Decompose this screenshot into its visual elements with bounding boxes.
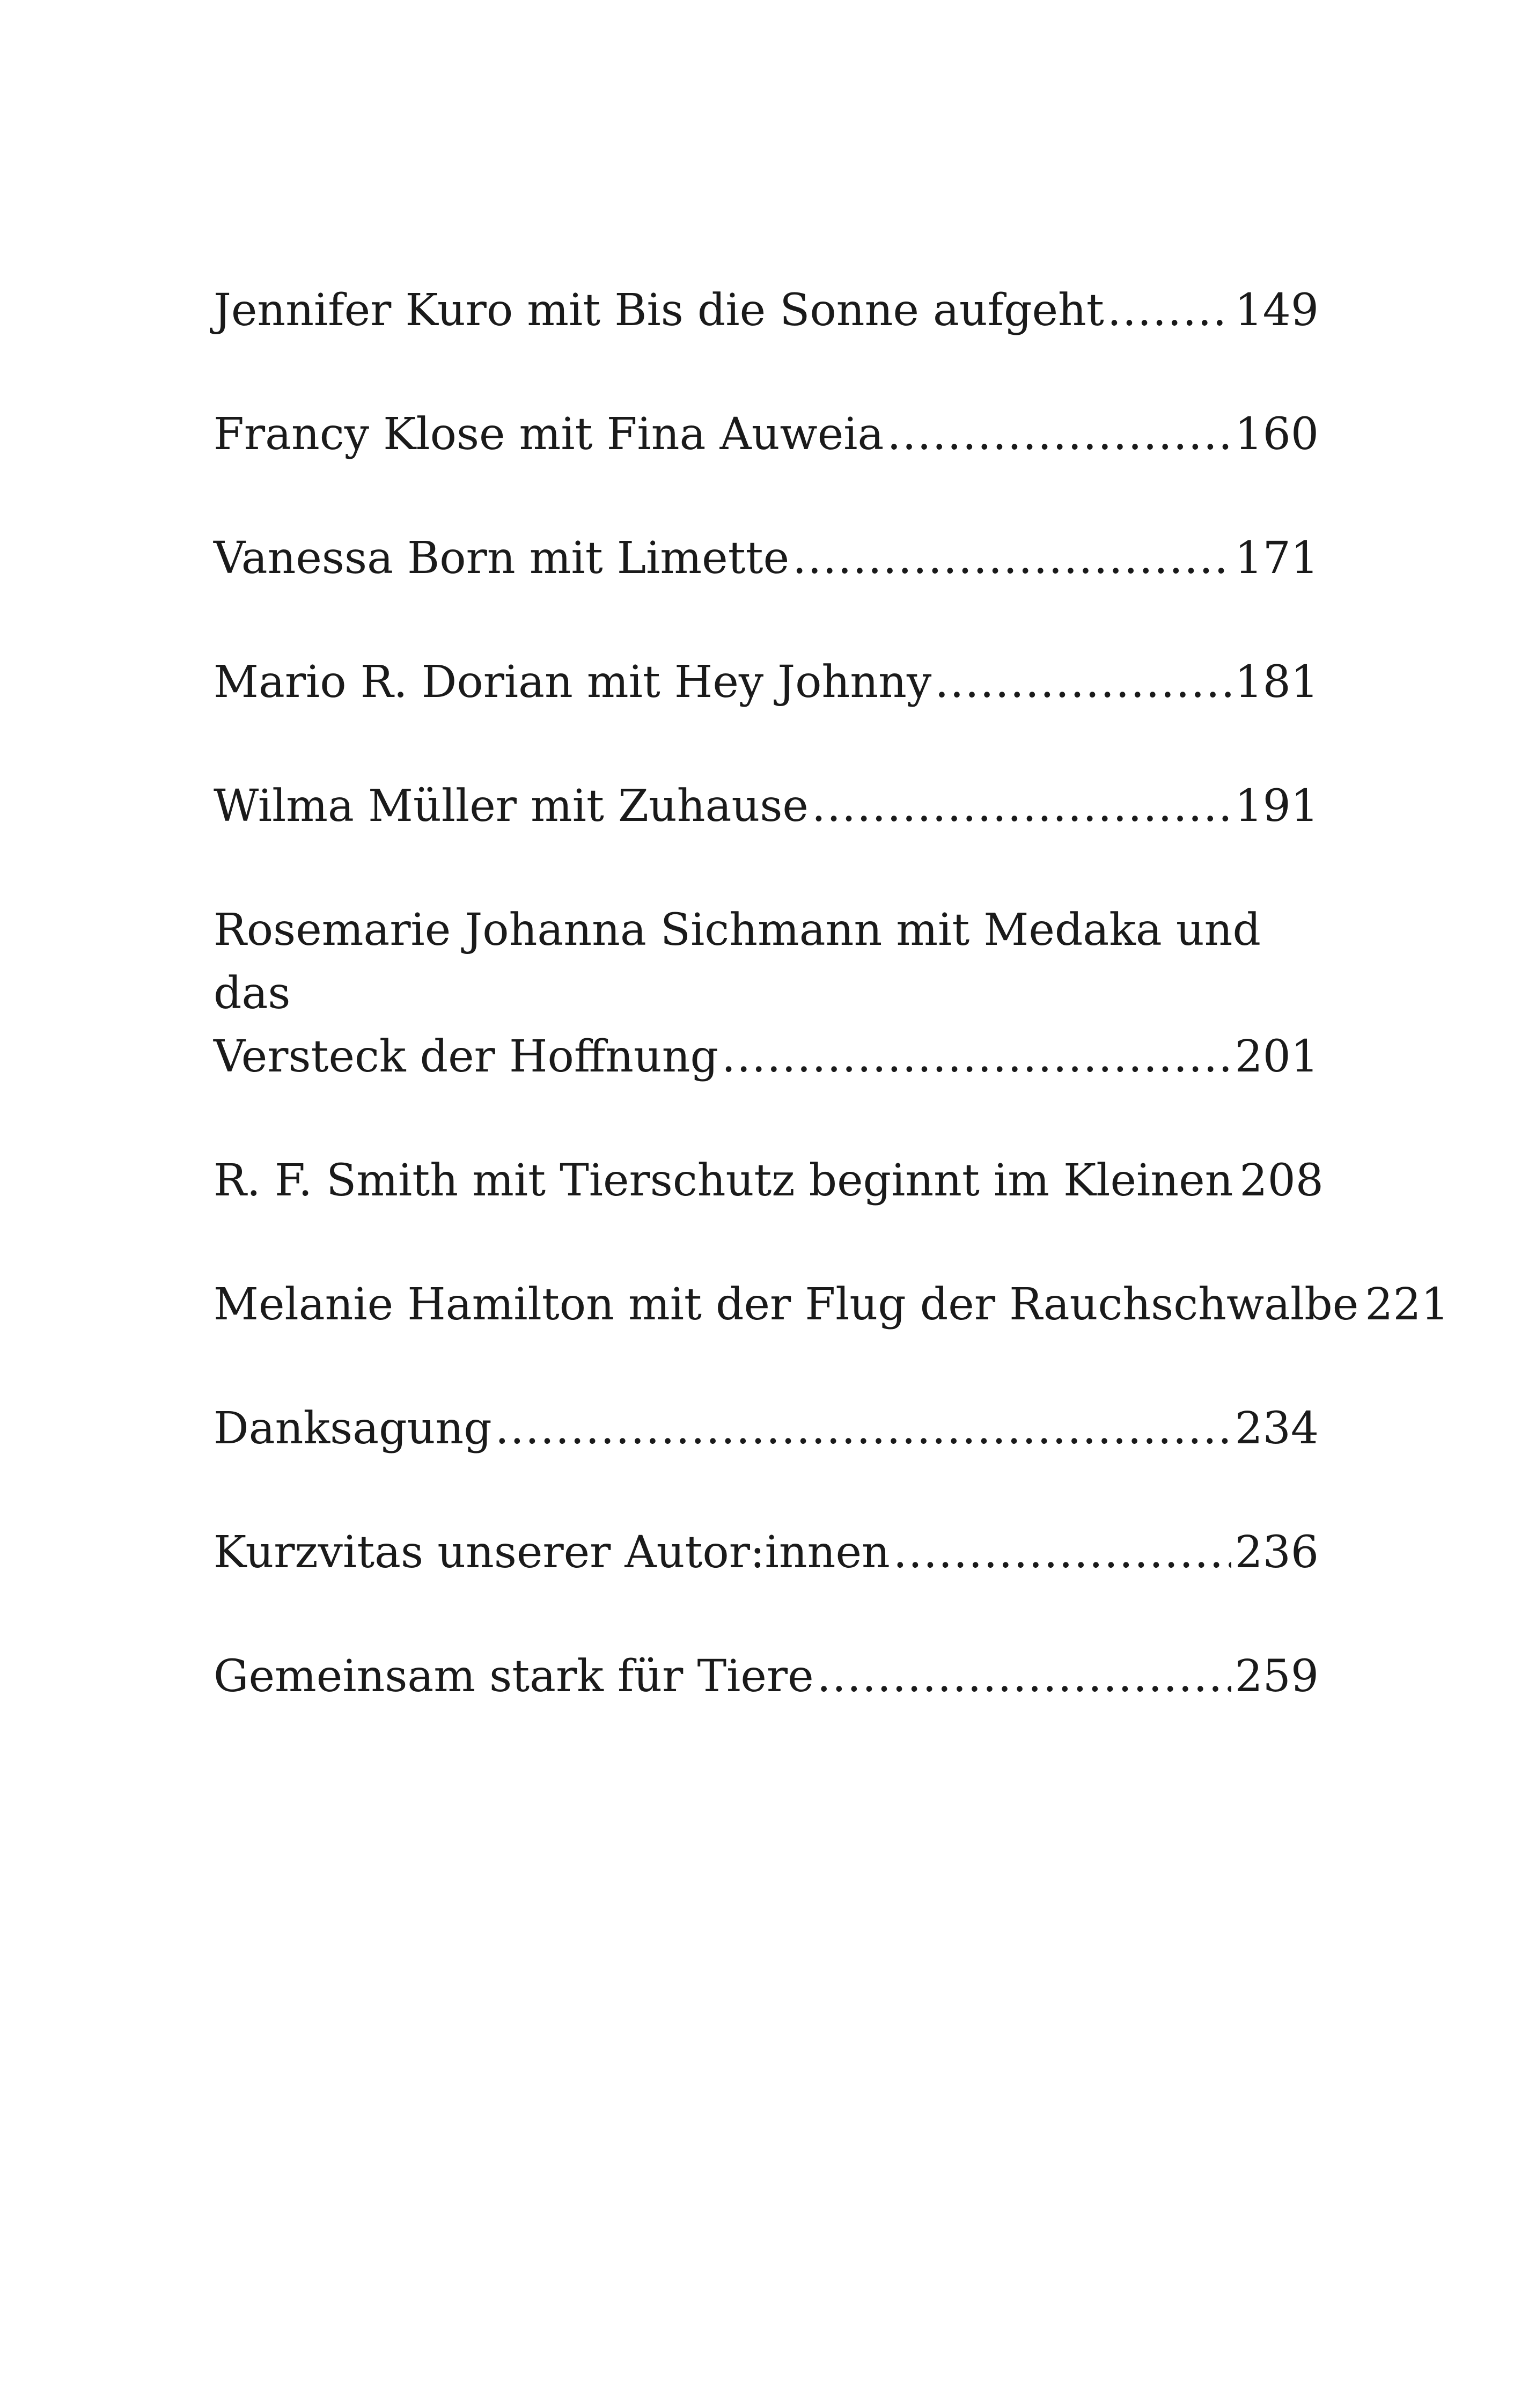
toc-page-number: 191 (1235, 781, 1319, 832)
toc-entry[interactable] (214, 651, 1319, 714)
toc-entry-title-line-1: Rosemarie Johanna Sichmann mit Medaka und das (214, 905, 1261, 1019)
toc-entry-title: Danksagung (214, 1403, 492, 1454)
toc-page-number: 234 (1235, 1403, 1319, 1454)
toc-entry[interactable] (214, 1645, 1319, 1708)
toc-entry[interactable] (214, 1397, 1319, 1460)
dot-leader (1107, 279, 1232, 342)
dot-leader (817, 1645, 1232, 1708)
dot-leader (935, 651, 1231, 714)
dot-leader (812, 775, 1232, 838)
table-of-contents (214, 279, 1449, 1769)
toc-entry-title: Mario R. Dorian mit Hey Johnny (214, 657, 932, 708)
toc-entry[interactable] (214, 775, 1319, 838)
toc-entry-title: Melanie Hamilton mit der Flug der Rauchschwalbe (214, 1279, 1359, 1330)
toc-entry-title: Gemeinsam stark für Tiere (214, 1651, 814, 1702)
toc-entry[interactable] (214, 527, 1319, 590)
dot-leader (722, 1025, 1231, 1089)
toc-page-number: 171 (1235, 533, 1319, 584)
toc-entry[interactable] (214, 899, 1319, 1089)
toc-entry-title: R. F. Smith mit Tierschutz beginnt im Kleinen (214, 1155, 1233, 1206)
dot-leader (887, 403, 1231, 466)
toc-entry-title: Wilma Müller mit Zuhause (214, 781, 809, 832)
toc-page-number: 259 (1235, 1651, 1319, 1702)
toc-page-number: 181 (1235, 657, 1319, 708)
dot-leader (893, 1521, 1232, 1584)
dot-leader (495, 1397, 1232, 1460)
toc-page-number: 208 (1239, 1155, 1324, 1206)
toc-entry-title-line-2: Versteck der Hoffnung (214, 1031, 718, 1082)
toc-page-number: 236 (1235, 1527, 1319, 1578)
toc-page-number: 201 (1235, 1031, 1319, 1082)
toc-page-number: 149 (1235, 285, 1319, 336)
toc-entry-title: Vanessa Born mit Limette (214, 533, 790, 584)
toc-entry[interactable] (214, 279, 1319, 342)
toc-page-number: 160 (1235, 409, 1319, 460)
toc-page-number: 221 (1365, 1279, 1449, 1330)
toc-entry[interactable] (214, 403, 1319, 466)
toc-entry[interactable] (214, 1149, 1324, 1213)
toc-entry[interactable] (214, 1521, 1319, 1584)
toc-entry-title: Jennifer Kuro mit Bis die Sonne aufgeht (214, 285, 1104, 336)
toc-entry[interactable] (214, 1273, 1449, 1337)
toc-entry-title: Kurzvitas unserer Autor:innen (214, 1527, 890, 1578)
dot-leader (792, 527, 1231, 590)
toc-entry-title: Francy Klose mit Fina Auweia (214, 409, 884, 460)
